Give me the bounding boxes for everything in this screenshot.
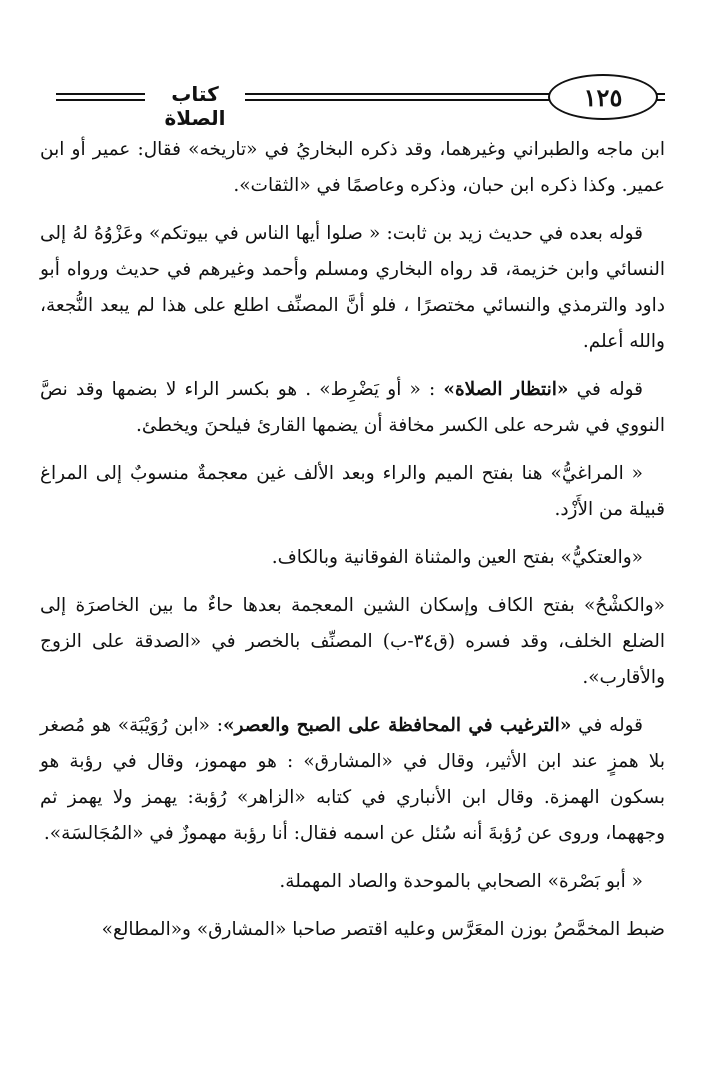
section-heading: «انتظار الصلاة» (443, 379, 569, 400)
paragraph-7 (40, 708, 665, 852)
paragraph-8 (40, 864, 665, 900)
section-heading: «الترغيب في المحافظة على الصبح والعصر» (222, 715, 572, 736)
paragraph-text: قوله بعده في حديث زيد بن ثابت: « صلوا أيها الناس في بيوتكم» وعَزْوُهُ لهُ إلى النسائي وابن خزيمة، قد رواه البخاري ومسلم وأحمد وغيرهم في حديث ورواه أبو داود والترمذي والنسائي مختصرًا ، فلو أنَّ المصنِّف اطلع على هذا لم يبعد النُّجعة، والله أعلم. (40, 223, 665, 352)
page-header (40, 74, 665, 130)
paragraph-lead: قوله في (568, 379, 643, 400)
paragraph-6 (40, 588, 665, 696)
paragraph-3 (40, 372, 665, 444)
paragraph-1 (40, 132, 665, 204)
paragraph-text: : « أو يَضْرِط» . هو بكسر الراء لا بضمها وقد نصَّ النووي في شرحه على الكسر مخافة أن يضمها القارئ فيلحنَ ويخطئ. (40, 379, 665, 436)
paragraph-text: « أبو بَصْرة» الصحابي بالموحدة والصاد المهملة. (279, 871, 643, 892)
paragraph-9 (40, 912, 665, 948)
chapter-title: كتاب الصلاة (145, 82, 245, 130)
header-rule-middle (240, 93, 560, 101)
paragraph-text: : «ابن رُوَيْبَة» هو مُصغر بلا همزٍ عند ابن الأثير، وقال في «المشارق» : هو مهموز، وقال في رؤبة هو بسكون الهمزة. وقال ابن الأنباري في كتابه «الزاهر» رُؤبة: يهمز ولا يهمز ثم وجههما، وروى عن رُؤبةَ أنه سُئل عن اسمه فقال: أنا رؤبة مهموزٌ في «المُجَالسَة». (40, 715, 665, 844)
paragraph-2 (40, 216, 665, 360)
paragraph-text: «والعتكيُّ» بفتح العين والمثناة الفوقانية وبالكاف. (271, 547, 643, 568)
paragraph-text: ضبط المخمَّصُ بوزن المعَرَّس وعليه اقتصر صاحبا «المشارق» و«المطالع» (101, 919, 665, 940)
page-body (40, 132, 665, 948)
paragraph-text: «والكشْحُ» بفتح الكاف وإسكان الشين المعجمة بعدها حاءٌ ما بين الخاصرَة إلى الضلع الخلف، وقد فسره (ق٣٤-ب) المصنِّف بالخصر في «الصدقة على الزوج والأقارب». (40, 595, 665, 688)
paragraph-4 (40, 456, 665, 528)
header-rule-left (56, 93, 146, 101)
paragraph-lead: قوله في (571, 715, 643, 736)
page-number: ١٢٥ (548, 74, 658, 120)
paragraph-5 (40, 540, 665, 576)
paragraph-text: « المراغيُّ» هنا بفتح الميم والراء وبعد الألف غين معجمةٌ منسوبٌ إلى المراغ قبيلة من الأَزْد. (40, 463, 665, 520)
paragraph-text: ابن ماجه والطبراني وغيرهما، وقد ذكره البخاريُ في «تاريخه» فقال: عمير أو ابن عمير. وكذا ذكره ابن حبان، وذكره وعاصمًا في «الثقات». (40, 139, 665, 196)
